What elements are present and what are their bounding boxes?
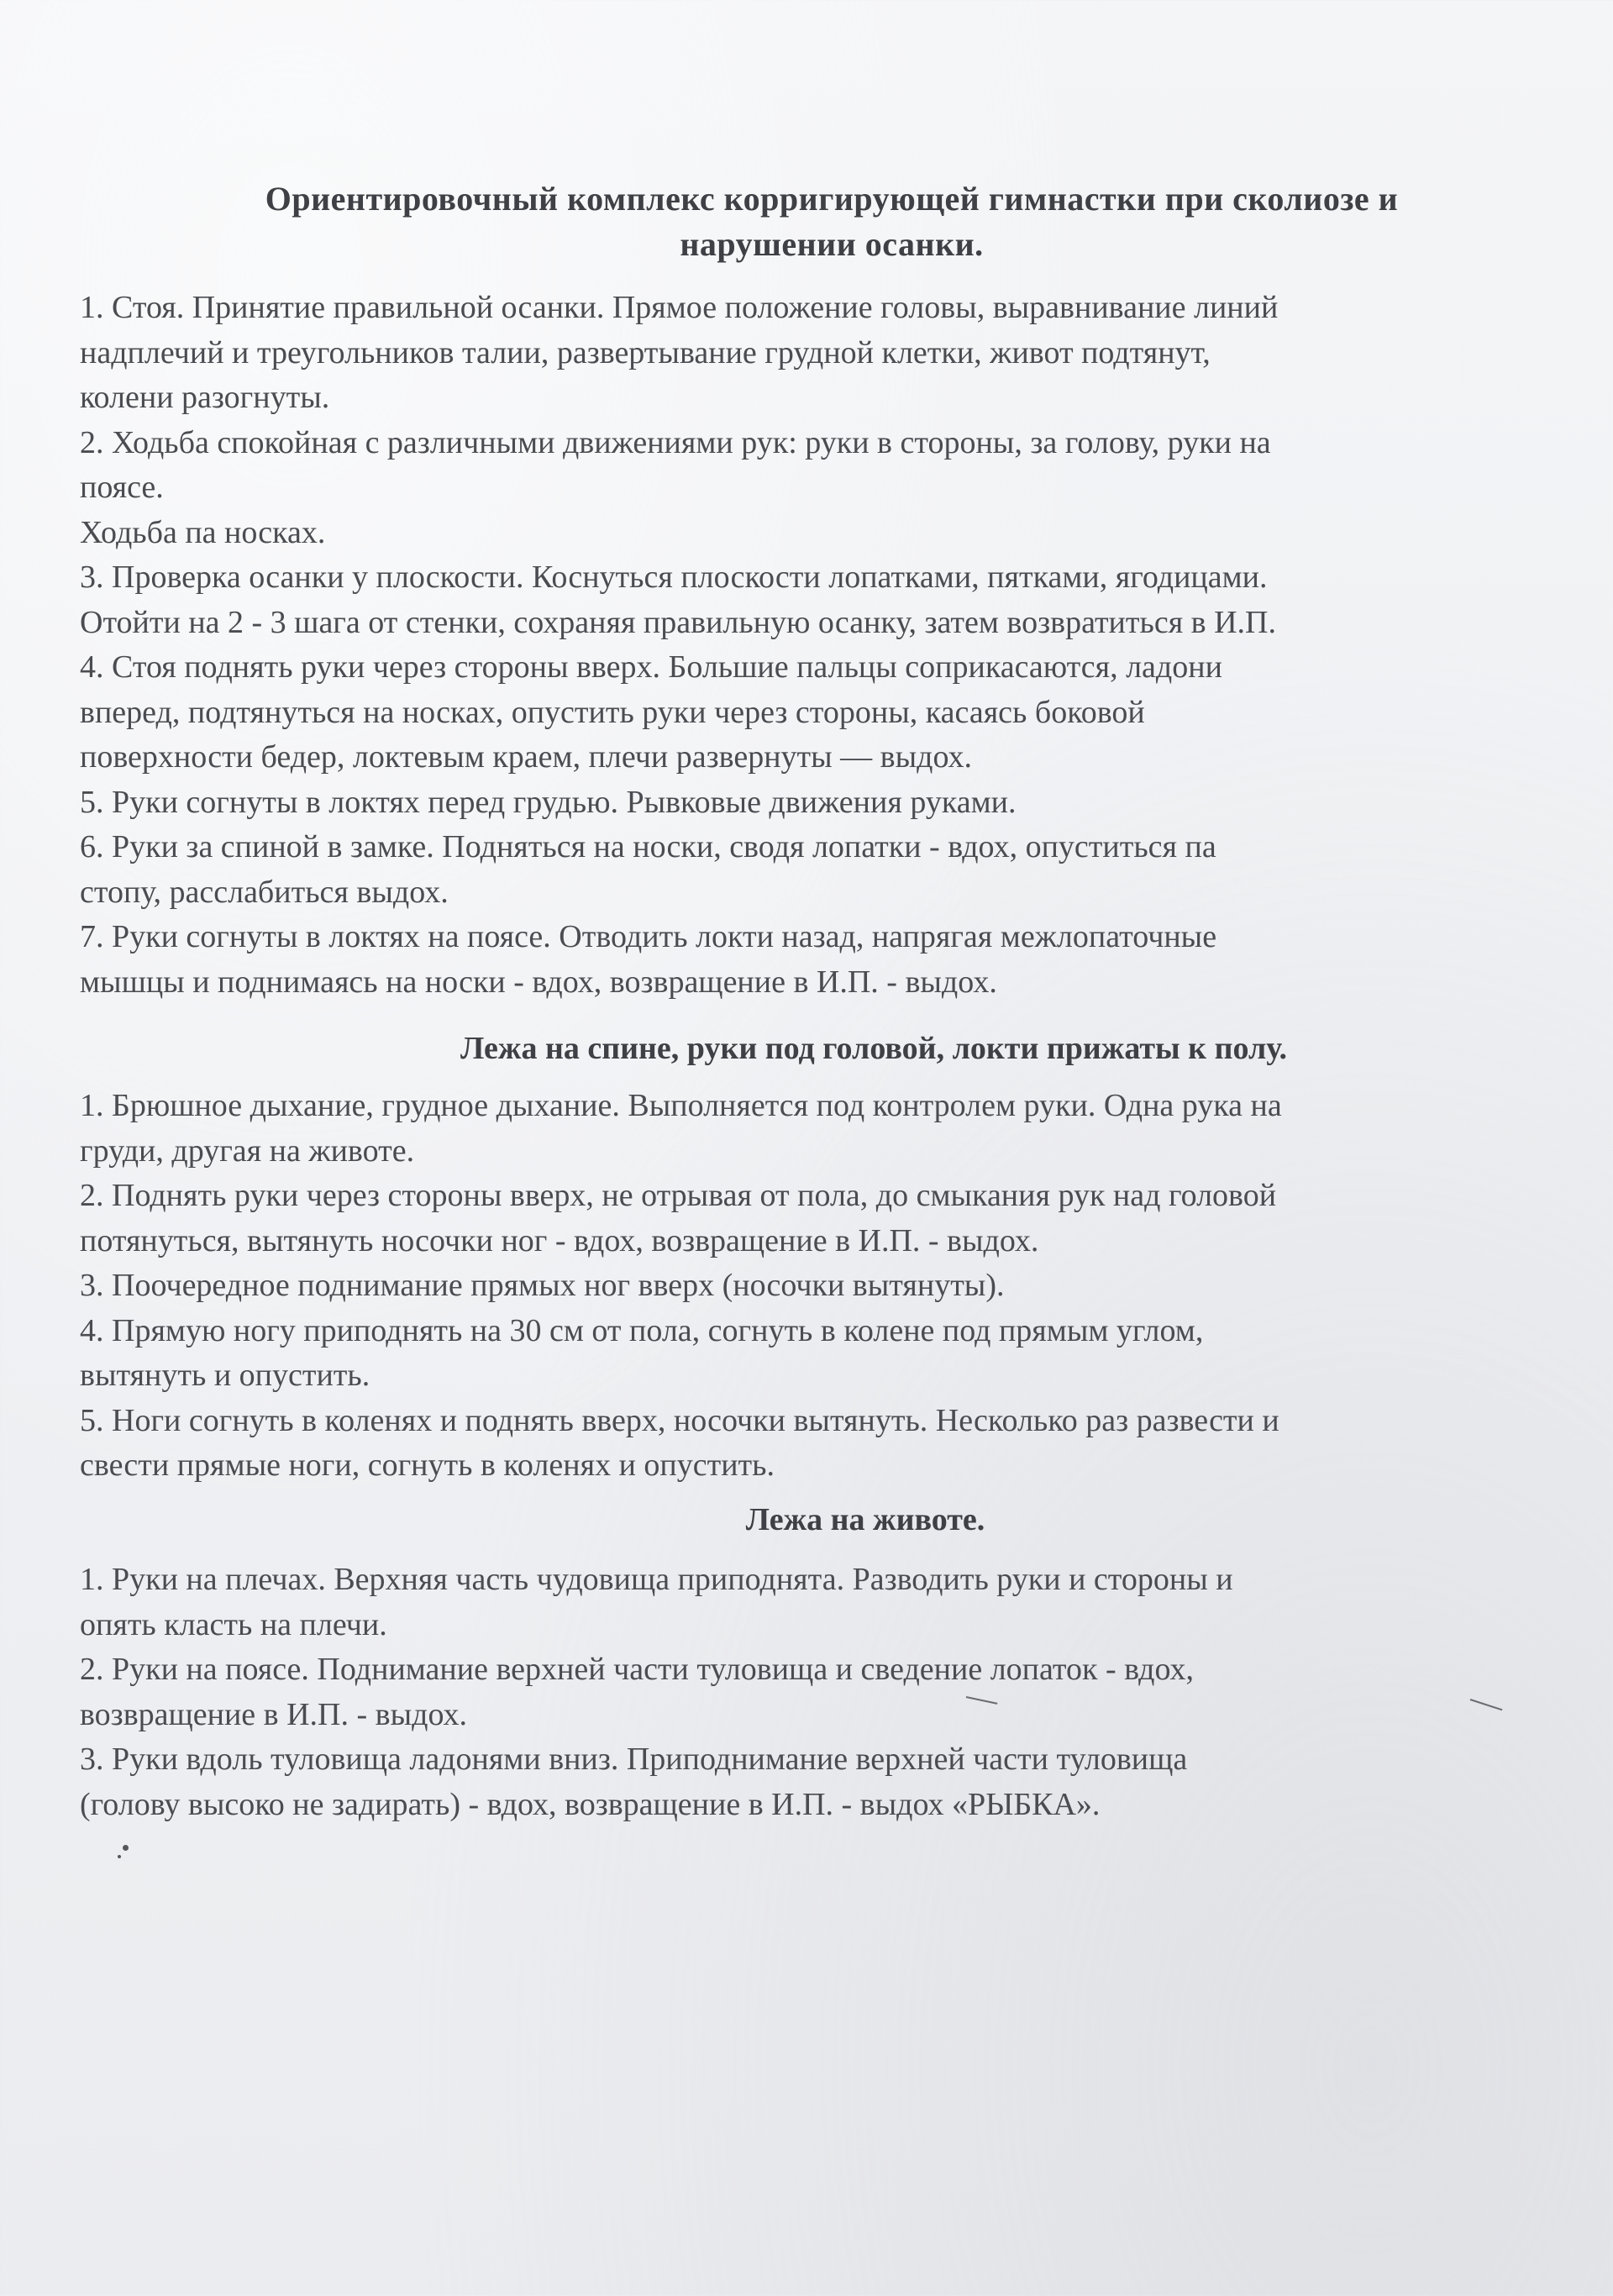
text-line: 2. Ходьба спокойная с различными движениями рук: руки в стороны, за голову, руки на — [80, 424, 1271, 460]
text-line: стопу, расслабиться выдох. — [80, 874, 449, 910]
text-line: 5. Ноги согнуть в коленях и поднять вверх, носочки вытянуть. Несколько раз развести и — [80, 1402, 1279, 1438]
text-line: 1. Стоя. Принятие правильной осанки. Прямое положение головы, выравнивание линий — [80, 290, 1279, 325]
text-line: колени разогнуты. — [80, 380, 330, 415]
section-heading-lying-on-stomach: Лежа на животе. — [745, 1502, 985, 1537]
text-line: 3. Руки вдоль туловища ладонями вниз. Приподнимание верхней части туловища — [80, 1742, 1188, 1777]
text-line: 2. Поднять руки через стороны вверх, не отрывая от пола, до смыкания рук над головой — [80, 1178, 1277, 1213]
section-standing-exercises — [80, 286, 1558, 1005]
title-line-2: нарушении осанки. — [680, 224, 984, 263]
text-line: мышцы и поднимаясь на носки - вдох, возвращение в И.П. - выдох. — [80, 964, 997, 1000]
text-line: поясе. — [80, 470, 164, 505]
text-line: 1. Руки на плечах. Верхняя часть чудовища приподнята. Разводить руки и стороны и — [80, 1562, 1233, 1597]
document-title — [134, 176, 1529, 266]
text-line: опять класть на плечи. — [80, 1606, 387, 1642]
title-line-1: Ориентировочный комплекс корригирующей гимнастки при сколиозе и — [265, 180, 1399, 218]
text-line: 4. Стоя поднять руки через стороны вверх. Большие пальцы соприкасаются, ладони — [80, 649, 1222, 685]
section-heading-lying-on-back: Лежа на спине, руки под головой, локти прижаты к полу. — [460, 1031, 1287, 1066]
text-line: Ходьба па носках. — [80, 514, 326, 550]
text-line: 1. Брюшное дыхание, грудное дыхание. Выполняется под контролем руки. Одна рука на — [80, 1088, 1282, 1123]
text-line: возвращение в И.П. - выдох. — [80, 1696, 468, 1732]
text-line: 6. Руки за спиной в замке. Подняться на носки, сводя лопатки - вдох, опуститься па — [80, 829, 1216, 864]
paper-speck — [118, 1855, 121, 1858]
text-line: вперед, подтянуться на носках, опустить руки через стороны, касаясь боковой — [80, 694, 1145, 730]
text-line: 5. Руки согнуты в локтях перед грудью. Рывковые движения руками. — [80, 784, 1017, 820]
paper-speck — [123, 1845, 129, 1851]
text-line: 3. Поочередное поднимание прямых ног вверх (носочки вытянуты). — [80, 1268, 1005, 1303]
text-line: Отойти на 2 - 3 шага от стенки, сохраняя правильную осанку, затем возвратиться в И.П. — [80, 604, 1276, 640]
text-line: 4. Прямую ногу приподнять на 30 см от пола, согнуть в колене под прямым углом, — [80, 1312, 1204, 1348]
section-lying-on-stomach-exercises — [80, 1558, 1558, 1827]
text-line: 3. Проверка осанки у плоскости. Коснуться плоскости лопатками, пятками, ягодицами. — [80, 560, 1268, 595]
text-line: груди, другая на животе. — [80, 1132, 415, 1169]
text-line: (голову высоко не задирать) - вдох, возвращение в И.П. - выдох «РЫБКА». — [80, 1786, 1101, 1822]
text-line: 7. Руки согнуты в локтях на поясе. Отводить локти назад, напрягая межлопаточные — [80, 919, 1217, 954]
section-lying-on-back-exercises — [80, 1084, 1558, 1489]
text-line: поверхности бедер, локтевым краем, плечи развернуты — выдох. — [80, 739, 973, 775]
text-line: свести прямые ноги, согнуть в коленях и опустить. — [80, 1447, 775, 1483]
text-line: 2. Руки на поясе. Поднимание верхней части туловища и сведение лопаток - вдох, — [80, 1652, 1194, 1687]
text-line: потянуться, вытянуть носочки ног - вдох, возвращение в И.П. - выдох. — [80, 1222, 1039, 1258]
text-line: вытянуть и опустить. — [80, 1358, 370, 1393]
text-line: надплечий и треугольников талии, развертывание грудной клетки, живот подтянут, — [80, 334, 1211, 370]
